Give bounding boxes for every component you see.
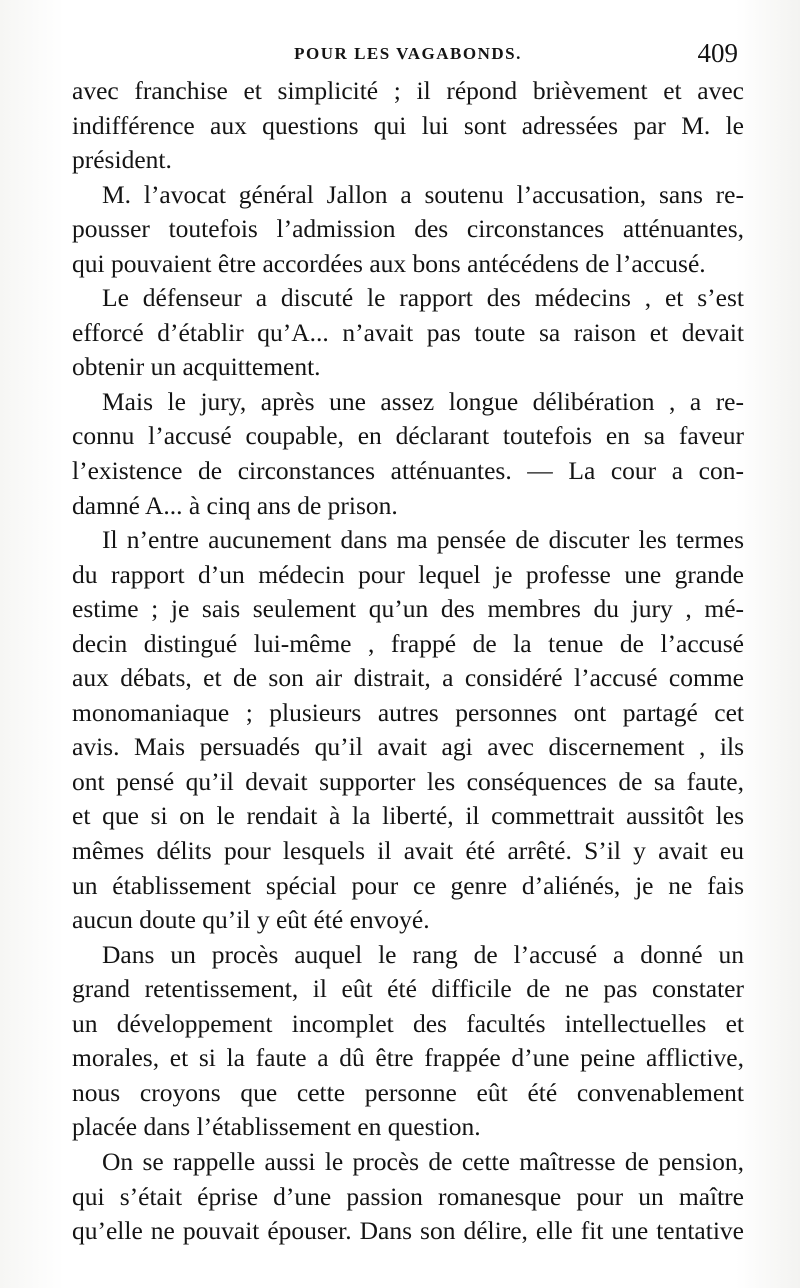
paragraph (72, 74, 744, 178)
text-line: Il n’entre aucunement dans ma pensée de discuter les termes (102, 525, 744, 555)
text-line: qu’elle ne pouvait épouser. Dans son délire, elle fit une tentative (72, 1216, 744, 1246)
body-text (72, 74, 744, 1249)
text-line: aucun doute qu’il y eût été envoyé. (72, 905, 430, 935)
text-line: président. (72, 145, 172, 175)
text-line: monomaniaque ; plusieurs autres personnes ont partagé cet (72, 697, 744, 727)
text-line: placée dans l’établissement en question. (72, 1112, 481, 1142)
text-line: efforcé d’établir qu’A... n’avait pas toute sa raison et devait (72, 317, 744, 347)
paragraph (72, 385, 744, 523)
paragraph (72, 523, 744, 938)
text-line: M. l’avocat général Jallon a soutenu l’accusation, sans re- (102, 179, 744, 209)
text-line: un développement incomplet des facultés intellectuelles et (72, 1008, 744, 1038)
text-line: pousser toutefois l’admission des circonstances atténuantes, (72, 214, 744, 244)
paragraph (72, 178, 744, 282)
text-line: qui s’était éprise d’une passion romanesque pour un maître (72, 1181, 744, 1211)
text-line: morales, et si la faute a dû être frappée d’une peine afflictive, (72, 1043, 744, 1073)
text-line: obtenir un acquittement. (72, 352, 321, 382)
text-line: qui pouvaient être accordées aux bons antécédens de l’accusé. (72, 248, 706, 278)
text-line: damné A... à cinq ans de prison. (72, 490, 398, 520)
text-line: ont pensé qu’il devait supporter les conséquences de sa faute, (72, 766, 744, 796)
paragraph (72, 281, 744, 385)
text-line: indifférence aux questions qui lui sont adressées par M. le (72, 110, 744, 140)
text-line: nous croyons que cette personne eût été convenablement (72, 1077, 744, 1107)
text-line: mêmes délits pour lesquels il avait été arrêté. S’il y avait eu (72, 836, 744, 866)
text-line: du rapport d’un médecin pour lequel je professe une grande (72, 559, 744, 589)
page-number: 409 (697, 38, 738, 68)
text-line: avec franchise et simplicité ; il répond brièvement et avec (72, 76, 744, 105)
text-line: estime ; je sais seulement qu’un des membres du jury , mé- (72, 594, 744, 624)
text-line: avis. Mais persuadés qu’il avait agi avec discernement , ils (72, 732, 744, 762)
text-line: l’existence de circonstances atténuantes. — La cour a con- (72, 456, 744, 486)
text-line: grand retentissement, il eût été difficile de ne pas constater (72, 974, 744, 1004)
text-line: un établissement spécial pour ce genre d’aliénés, je ne fais (72, 870, 744, 900)
running-title: POUR LES VAGABONDS. (294, 44, 522, 63)
text-line: decin distingué lui-même , frappé de la tenue de l’accusé (72, 628, 744, 658)
page-header (72, 36, 744, 76)
text-line: Mais le jury, après une assez longue délibération , a re- (102, 386, 744, 416)
text-line: et que si on le rendait à la liberté, il commettrait aussitôt les (72, 801, 744, 831)
text-line: Dans un procès auquel le rang de l’accusé a donné un (102, 939, 744, 969)
text-line: Le défenseur a discuté le rapport des médecins , et s’est (102, 283, 744, 313)
paragraph (72, 1145, 744, 1249)
text-line: connu l’accusé coupable, en déclarant toutefois en sa faveur (72, 421, 744, 451)
text-line: On se rappelle aussi le procès de cette maîtresse de pension, (102, 1146, 744, 1176)
paragraph (72, 938, 744, 1145)
text-line: aux débats, et de son air distrait, a considéré l’accusé comme (72, 663, 744, 693)
